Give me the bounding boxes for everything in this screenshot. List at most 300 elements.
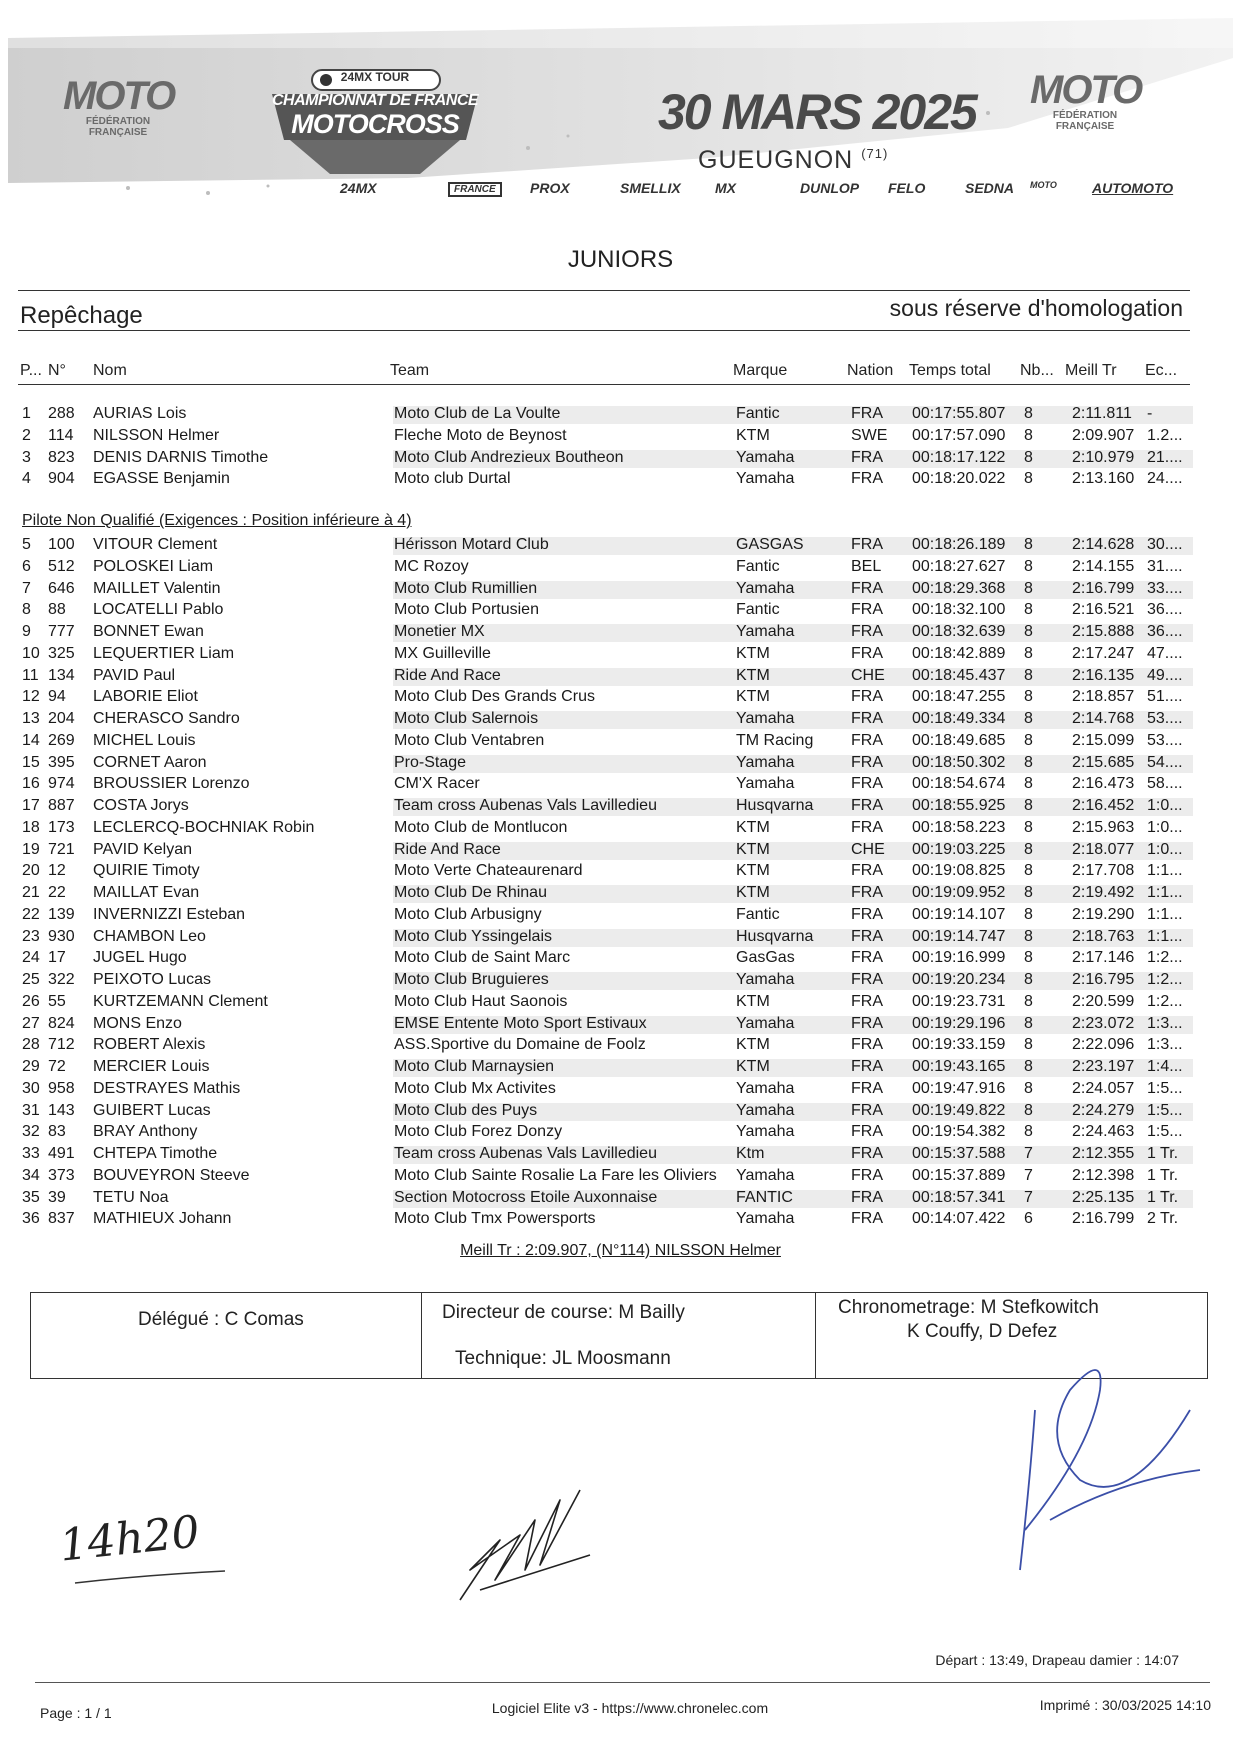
table-row <box>0 535 1241 556</box>
cell-rider-name: LABORIE Eliot <box>93 688 198 706</box>
cell-laps: 8 <box>1024 688 1033 706</box>
cell-rider-name: COSTA Jorys <box>93 797 189 814</box>
cell-nation: FRA <box>851 927 883 945</box>
title-divider <box>18 330 1190 331</box>
table-row <box>0 1122 1241 1143</box>
cell-nation: FRA <box>851 448 883 466</box>
cell-best-lap: 2:11.811 <box>1072 405 1132 422</box>
cell-team: MC Rozoy <box>394 557 469 575</box>
cell-rider-name: TETU Noa <box>93 1188 169 1206</box>
ffm-logo-line1: FÉDÉRATION <box>1052 110 1118 121</box>
cell-laps: 8 <box>1024 623 1033 640</box>
official-timing-names: K Couffy, D Defez <box>907 1321 1058 1342</box>
table-row <box>0 948 1241 969</box>
cell-total-time: 00:19:03.225 <box>912 840 1006 858</box>
cell-number: 88 <box>48 601 66 619</box>
cell-number: 646 <box>48 579 75 597</box>
cell-best-lap: 2:13.160 <box>1072 470 1135 488</box>
cell-total-time: 00:18:29.368 <box>912 579 1006 597</box>
cell-nation: FRA <box>851 470 883 488</box>
cell-nation: FRA <box>851 949 883 967</box>
cell-nation: FRA <box>851 579 883 597</box>
cell-rider-name: BROUSSIER Lorenzo <box>93 775 250 793</box>
cell-laps: 7 <box>1024 1188 1033 1206</box>
badge-sponsor: 24MX TOUR <box>340 70 410 84</box>
cell-team: Moto Club De Rhinau <box>394 884 547 901</box>
cell-team: Moto Club Arbusigny <box>394 905 542 923</box>
cell-team: Hérisson Motard Club <box>394 536 549 553</box>
cell-gap: 1 Tr. <box>1147 1166 1179 1184</box>
cell-team: Moto Club Haut Saonois <box>394 992 568 1010</box>
cell-team: Ride And Race <box>394 666 501 684</box>
col-gap: Ec... <box>1145 362 1178 379</box>
cell-laps: 8 <box>1024 579 1033 597</box>
cell-laps: 8 <box>1024 818 1033 836</box>
official-director-cell <box>421 1293 815 1378</box>
cell-team: CM'X Racer <box>394 775 480 793</box>
cell-gap: 1:2... <box>1147 992 1183 1010</box>
cell-total-time: 00:18:58.223 <box>912 818 1006 836</box>
sponsor-logo: MOTO <box>1030 180 1057 190</box>
cell-total-time: 00:18:32.100 <box>912 601 1006 619</box>
cell-position: 12 <box>22 688 40 706</box>
cell-number: 322 <box>48 971 75 988</box>
cell-best-lap: 2:17.247 <box>1072 644 1135 662</box>
cell-nation: FRA <box>851 1014 883 1032</box>
cell-total-time: 00:19:49.822 <box>912 1101 1006 1119</box>
ffm-logo-left <box>63 76 173 138</box>
cell-total-time: 00:17:57.090 <box>912 426 1006 444</box>
col-nation: Nation <box>847 362 894 379</box>
sponsor-logo: FELO <box>888 180 926 196</box>
cell-best-lap: 2:23.197 <box>1072 1058 1135 1075</box>
table-row <box>0 404 1241 425</box>
table-row <box>0 1057 1241 1078</box>
header-divider <box>18 384 1190 385</box>
cell-total-time: 00:18:17.122 <box>912 448 1006 466</box>
cell-total-time: 00:17:55.807 <box>912 405 1006 422</box>
cell-position: 10 <box>22 644 40 662</box>
cell-team: Moto Club Portusien <box>394 601 539 619</box>
table-row <box>0 666 1241 687</box>
cell-total-time: 00:18:49.685 <box>912 731 1006 749</box>
cell-position: 32 <box>22 1123 40 1141</box>
cell-best-lap: 2:15.099 <box>1072 731 1135 749</box>
cell-gap: 30.... <box>1147 536 1183 553</box>
cell-position: 20 <box>22 862 40 880</box>
cell-laps: 8 <box>1024 1123 1033 1141</box>
cell-rider-name: MAILLAT Evan <box>93 884 200 901</box>
sponsor-logo: AUTOMOTO <box>1092 180 1174 196</box>
ffm-logo-line2: FRANÇAISE <box>88 127 148 138</box>
badge-line2: MOTOCROSS <box>291 109 459 139</box>
cell-position: 36 <box>22 1210 40 1228</box>
cell-brand: TM Racing <box>736 731 814 749</box>
cell-total-time: 00:19:20.234 <box>912 971 1006 988</box>
cell-number: 204 <box>48 710 75 727</box>
table-row <box>0 861 1241 882</box>
cell-team: Ride And Race <box>394 840 501 858</box>
cell-number: 72 <box>48 1058 66 1075</box>
signature-director <box>440 1480 600 1620</box>
event-city: GUEUGNON <box>698 146 854 174</box>
cell-number: 958 <box>48 1079 75 1097</box>
cell-best-lap: 2:18.077 <box>1072 840 1135 858</box>
title-divider <box>18 290 1190 291</box>
cell-total-time: 00:19:08.825 <box>912 862 1006 880</box>
cell-rider-name: BONNET Ewan <box>93 623 204 640</box>
cell-total-time: 00:19:14.747 <box>912 927 1006 945</box>
cell-number: 512 <box>48 557 75 575</box>
cell-best-lap: 2:18.763 <box>1072 927 1135 945</box>
cell-rider-name: ROBERT Alexis <box>93 1036 206 1054</box>
sponsor-logo: SEDNA <box>965 180 1015 196</box>
cell-laps: 8 <box>1024 1101 1033 1119</box>
cell-nation: FRA <box>851 1101 883 1119</box>
cell-position: 7 <box>22 579 31 597</box>
cell-best-lap: 2:22.096 <box>1072 1036 1135 1054</box>
cell-total-time: 00:18:26.189 <box>912 536 1006 553</box>
cell-best-lap: 2:15.888 <box>1072 623 1135 640</box>
category-title: JUNIORS <box>567 246 674 273</box>
cell-brand: Husqvarna <box>736 797 814 814</box>
event-date: 30 MARS 2025 <box>658 84 976 140</box>
cell-rider-name: VITOUR Clement <box>93 536 218 553</box>
cell-nation: FRA <box>851 971 883 988</box>
sponsor-logo: FRANCE <box>448 182 502 197</box>
cell-nation: FRA <box>851 1036 883 1054</box>
cell-nation: FRA <box>851 775 883 793</box>
col-team: Team <box>390 362 430 379</box>
cell-gap: 1:1... <box>1147 905 1183 923</box>
cell-rider-name: POLOSKEI Liam <box>93 557 214 575</box>
cell-laps: 8 <box>1024 1014 1033 1032</box>
cell-total-time: 00:18:42.889 <box>912 644 1006 662</box>
cell-laps: 8 <box>1024 731 1033 749</box>
table-row <box>0 883 1241 904</box>
cell-team: Moto club Durtal <box>394 470 511 488</box>
cell-team: Moto Club de Montlucon <box>394 818 568 836</box>
cell-number: 837 <box>48 1210 75 1228</box>
cell-best-lap: 2:19.290 <box>1072 905 1135 923</box>
table-row <box>0 992 1241 1013</box>
cell-laps: 8 <box>1024 448 1033 466</box>
cell-nation: FRA <box>851 1058 883 1075</box>
cell-nation: FRA <box>851 1123 883 1141</box>
cell-laps: 8 <box>1024 1036 1033 1054</box>
cell-rider-name: LOCATELLI Pablo <box>93 601 224 619</box>
cell-gap: 2 Tr. <box>1147 1210 1179 1228</box>
cell-brand: KTM <box>736 992 770 1010</box>
cell-position: 8 <box>22 601 31 619</box>
cell-laps: 8 <box>1024 601 1033 619</box>
cell-nation: FRA <box>851 1210 883 1228</box>
cell-total-time: 00:19:23.731 <box>912 992 1006 1010</box>
col-laps: Nb... <box>1020 362 1054 379</box>
cell-laps: 8 <box>1024 840 1033 858</box>
official-race-director: Directeur de course: M Bailly <box>442 1302 685 1323</box>
cell-best-lap: 2:16.473 <box>1072 775 1135 793</box>
handwritten-time-text: 14h20 <box>57 1506 203 1572</box>
cell-laps: 7 <box>1024 1145 1033 1162</box>
cell-team: Moto Club Ventabren <box>394 731 545 749</box>
cell-total-time: 00:19:33.159 <box>912 1036 1006 1054</box>
cell-best-lap: 2:23.072 <box>1072 1014 1135 1032</box>
cell-laps: 8 <box>1024 1079 1033 1097</box>
table-row <box>0 600 1241 621</box>
cell-nation: FRA <box>851 601 883 619</box>
cell-number: 491 <box>48 1145 75 1162</box>
ffm-logo-line1: FÉDÉRATION <box>85 116 151 127</box>
cell-total-time: 00:18:32.639 <box>912 623 1006 640</box>
col-total-time: Temps total <box>909 362 991 379</box>
badge-line1: CHAMPIONNAT DE FRANCE <box>271 92 479 109</box>
cell-position: 13 <box>22 710 40 727</box>
cell-best-lap: 2:16.799 <box>1072 579 1135 597</box>
cell-total-time: 00:18:50.302 <box>912 753 1006 771</box>
cell-rider-name: PAVID Paul <box>93 666 176 684</box>
cell-best-lap: 2:17.708 <box>1072 862 1135 880</box>
cell-number: 269 <box>48 731 75 749</box>
cell-team: Moto Club Salernois <box>394 710 539 727</box>
cell-position: 22 <box>22 905 40 923</box>
event-place <box>698 146 888 175</box>
cell-rider-name: MAILLET Valentin <box>93 579 221 597</box>
cell-number: 325 <box>48 644 75 662</box>
cell-laps: 8 <box>1024 971 1033 988</box>
official-technical: Technique: JL Moosmann <box>455 1348 671 1369</box>
cell-rider-name: CORNET Aaron <box>93 753 207 771</box>
cell-team: MX Guilleville <box>394 644 491 662</box>
cell-rider-name: MONS Enzo <box>93 1014 182 1032</box>
best-lap-summary: Meill Tr : 2:09.907, (N°114) NILSSON Helmer <box>460 1242 781 1259</box>
cell-position: 9 <box>22 623 31 640</box>
cell-total-time: 00:19:14.107 <box>912 905 1006 923</box>
cell-rider-name: LEQUERTIER Liam <box>93 644 235 662</box>
cell-number: 173 <box>48 818 75 836</box>
cell-nation: FRA <box>851 1145 883 1162</box>
cell-number: 823 <box>48 448 75 466</box>
col-best-lap: Meill Tr <box>1065 362 1117 379</box>
cell-laps: 8 <box>1024 884 1033 901</box>
cell-laps: 8 <box>1024 710 1033 727</box>
cell-laps: 8 <box>1024 405 1033 422</box>
cell-gap: 1:1... <box>1147 862 1183 880</box>
cell-position: 16 <box>22 775 40 793</box>
cell-gap: 49.... <box>1147 666 1183 684</box>
cell-best-lap: 2:18.857 <box>1072 688 1135 706</box>
cell-nation: CHE <box>851 666 885 684</box>
cell-laps: 8 <box>1024 992 1033 1010</box>
cell-gap: 1 Tr. <box>1147 1145 1179 1162</box>
cell-position: 34 <box>22 1166 40 1184</box>
sponsor-strip <box>340 176 1180 208</box>
cell-gap: 36.... <box>1147 623 1183 640</box>
cell-total-time: 00:19:29.196 <box>912 1014 1006 1032</box>
table-row <box>0 469 1241 490</box>
page-number: Page : 1 / 1 <box>40 1705 112 1721</box>
table-row <box>0 840 1241 861</box>
cell-brand: Yamaha <box>736 1166 795 1184</box>
cell-number: 134 <box>48 666 75 684</box>
cell-number: 83 <box>48 1123 66 1141</box>
handwritten-time <box>55 1495 235 1595</box>
cell-rider-name: AURIAS Lois <box>93 405 187 422</box>
cell-total-time: 00:18:54.674 <box>912 775 1006 793</box>
cell-position: 3 <box>22 448 31 466</box>
cell-best-lap: 2:24.463 <box>1072 1123 1135 1141</box>
table-row <box>0 579 1241 600</box>
cell-brand: KTM <box>736 1036 770 1054</box>
cell-brand: Yamaha <box>736 1014 795 1032</box>
cell-best-lap: 2:12.355 <box>1072 1145 1135 1162</box>
cell-team: Moto Club Forez Donzy <box>394 1123 563 1141</box>
cell-gap: 1:2... <box>1147 949 1183 967</box>
cell-brand: Yamaha <box>736 1101 795 1119</box>
cell-team: Monetier MX <box>394 623 485 640</box>
cell-nation: FRA <box>851 710 883 727</box>
cell-team: Moto Verte Chateaurenard <box>394 862 583 880</box>
cell-total-time: 00:19:54.382 <box>912 1123 1006 1141</box>
cell-team: Moto Club des Puys <box>394 1101 538 1119</box>
cell-team: Team cross Aubenas Vals Lavilledieu <box>394 797 657 814</box>
session-title: Repêchage <box>20 302 143 329</box>
cell-nation: FRA <box>851 623 883 640</box>
table-row <box>0 1209 1241 1230</box>
cell-brand: Yamaha <box>736 1210 795 1228</box>
cell-gap: 58.... <box>1147 775 1183 793</box>
cell-position: 28 <box>22 1036 40 1054</box>
cell-best-lap: 2:19.492 <box>1072 884 1135 901</box>
cell-position: 2 <box>22 426 31 444</box>
cell-total-time: 00:18:27.627 <box>912 557 1006 575</box>
cell-position: 26 <box>22 992 40 1010</box>
cell-position: 1 <box>22 405 31 422</box>
cell-rider-name: KURTZEMANN Clement <box>93 992 268 1010</box>
cell-gap: 1:5... <box>1147 1101 1183 1119</box>
cell-gap: 36.... <box>1147 601 1183 619</box>
cell-number: 12 <box>48 862 66 880</box>
cell-nation: FRA <box>851 644 883 662</box>
cell-position: 17 <box>22 797 40 814</box>
cell-position: 23 <box>22 927 40 945</box>
cell-rider-name: BOUVEYRON Steeve <box>93 1166 250 1184</box>
cell-brand: Yamaha <box>736 753 795 771</box>
cell-gap: 54.... <box>1147 753 1183 771</box>
cell-best-lap: 2:24.279 <box>1072 1101 1135 1119</box>
cell-rider-name: QUIRIE Timoty <box>93 862 200 880</box>
cell-rider-name: CHERASCO Sandro <box>93 710 240 727</box>
table-row <box>0 1035 1241 1056</box>
cell-position: 25 <box>22 971 40 988</box>
cell-number: 17 <box>48 949 66 967</box>
cell-number: 721 <box>48 840 75 858</box>
cell-laps: 8 <box>1024 862 1033 880</box>
cell-brand: FANTIC <box>736 1188 793 1206</box>
cell-position: 33 <box>22 1145 40 1162</box>
cell-rider-name: NILSSON Helmer <box>93 426 220 444</box>
cell-team: Section Motocross Etoile Auxonnaise <box>394 1188 658 1206</box>
cell-number: 373 <box>48 1166 75 1184</box>
cell-number: 39 <box>48 1188 66 1206</box>
software-credit: Logiciel Elite v3 - https://www.chronelec.com <box>491 1700 769 1716</box>
cell-brand: Yamaha <box>736 579 795 597</box>
ffm-logo-line2: FRANÇAISE <box>1055 121 1115 132</box>
cell-best-lap: 2:25.135 <box>1072 1188 1135 1206</box>
cell-team: Moto Club Tmx Powersports <box>394 1210 596 1228</box>
cell-brand: Fantic <box>736 405 780 422</box>
cell-best-lap: 2:24.057 <box>1072 1079 1135 1097</box>
table-row <box>0 644 1241 665</box>
cell-gap: 51.... <box>1147 688 1183 706</box>
cell-rider-name: PEIXOTO Lucas <box>93 971 211 988</box>
cell-brand: Yamaha <box>736 1079 795 1097</box>
cell-brand: Yamaha <box>736 623 795 640</box>
cell-position: 29 <box>22 1058 40 1075</box>
cell-total-time: 00:15:37.588 <box>912 1145 1006 1162</box>
cell-team: Moto Club Marnaysien <box>394 1058 555 1075</box>
cell-gap: 1:1... <box>1147 884 1183 901</box>
cell-position: 27 <box>22 1014 40 1032</box>
cell-team: Moto Club Des Grands Crus <box>394 688 595 706</box>
cell-team: Moto Club Andrezieux Boutheon <box>394 448 624 466</box>
cell-gap: 1:5... <box>1147 1079 1183 1097</box>
table-row <box>0 622 1241 643</box>
cell-number: 974 <box>48 775 75 793</box>
ffm-logo-right <box>1030 70 1140 132</box>
official-delegate-cell <box>31 1293 421 1378</box>
cell-total-time: 00:18:55.925 <box>912 797 1006 814</box>
cell-gap: 47.... <box>1147 644 1183 662</box>
cell-nation: FRA <box>851 884 883 901</box>
cell-total-time: 00:14:07.422 <box>912 1210 1006 1228</box>
cell-team: Moto Club Bruguieres <box>394 971 549 988</box>
event-department: (71) <box>861 146 889 161</box>
cell-laps: 8 <box>1024 1058 1033 1075</box>
cell-position: 15 <box>22 753 40 771</box>
cell-brand: Yamaha <box>736 775 795 793</box>
cell-gap: - <box>1147 405 1153 422</box>
cell-number: 143 <box>48 1101 75 1119</box>
cell-rider-name: GUIBERT Lucas <box>93 1101 211 1119</box>
non-qualified-label: Pilote Non Qualifié (Exigences : Position inférieure à 4) <box>22 512 412 529</box>
cell-gap: 1:1... <box>1147 927 1183 945</box>
cell-team: EMSE Entente Moto Sport Estivaux <box>394 1014 647 1032</box>
cell-laps: 8 <box>1024 426 1033 444</box>
cell-number: 824 <box>48 1014 75 1032</box>
cell-laps: 8 <box>1024 927 1033 945</box>
cell-nation: FRA <box>851 905 883 923</box>
table-row <box>0 731 1241 752</box>
table-row <box>0 905 1241 926</box>
cell-nation: FRA <box>851 405 883 422</box>
cell-gap: 24.... <box>1147 470 1183 488</box>
cell-laps: 8 <box>1024 949 1033 967</box>
cell-brand: Yamaha <box>736 1123 795 1141</box>
cell-gap: 1:2... <box>1147 971 1183 988</box>
cell-nation: CHE <box>851 840 885 858</box>
cell-rider-name: DENIS DARNIS Timothe <box>93 448 269 466</box>
cell-laps: 8 <box>1024 470 1033 488</box>
cell-nation: FRA <box>851 753 883 771</box>
cell-gap: 1 Tr. <box>1147 1188 1179 1206</box>
cell-brand: KTM <box>736 426 770 444</box>
col-number: N° <box>48 362 66 379</box>
cell-position: 4 <box>22 470 31 488</box>
cell-number: 395 <box>48 753 75 771</box>
cell-rider-name: MICHEL Louis <box>93 731 196 749</box>
cell-number: 94 <box>48 688 66 706</box>
